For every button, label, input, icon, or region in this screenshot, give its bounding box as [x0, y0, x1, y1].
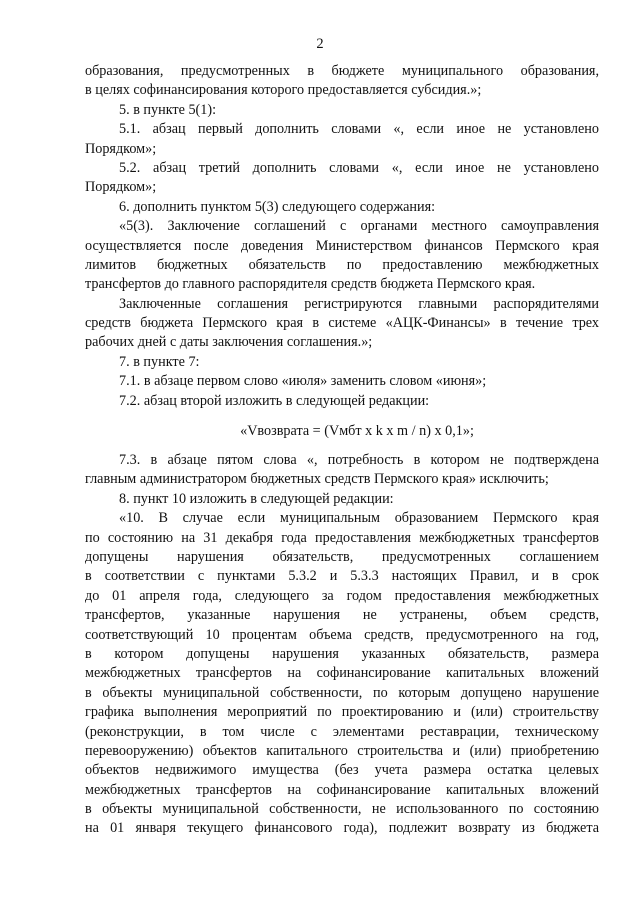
- spacer: [85, 411, 599, 419]
- spacer: [85, 443, 599, 451]
- text-line: объектов недвижимого имущества (без учета размера остатка целевых: [85, 762, 599, 779]
- text-line: образования, предусмотренных в бюджете муниципального образования,: [85, 63, 599, 79]
- text-line: «10. В случае если муниципальным образованием Пермского края: [119, 510, 599, 527]
- text-line: трансфертов до главного распорядителя средств бюджета Пермского края.: [85, 276, 536, 293]
- text-line: в соответствии с пунктами 5.3.2 и 5.3.3 настоящих Правил, и в срок: [85, 568, 599, 585]
- text-line: трансфертов, указанные нарушения не устранены, объем средств,: [85, 607, 599, 624]
- text-line: межбюджетных трансфертов на софинансирование капитальных вложений: [85, 665, 599, 682]
- text-line: 5. в пункте 5(1):: [119, 101, 217, 118]
- page-number: 2: [316, 36, 324, 52]
- text-line: графика выполнения мероприятий по проектированию и (или) строительству: [85, 704, 599, 721]
- document-body: [85, 62, 599, 839]
- text-line: до 01 апреля года, следующего за годом предоставления межбюджетных: [85, 587, 599, 604]
- text-line: соответствующий 10 процентам объема средств, предусмотренного на год,: [85, 626, 599, 643]
- text-line: по состоянию на 31 декабря года предоставления межбюджетных трансфертов: [85, 529, 599, 546]
- text-line: «5(3). Заключение соглашений с органами местного самоуправления: [119, 218, 599, 235]
- text-line: 7.2. абзац второй изложить в следующей редакции:: [119, 392, 430, 409]
- text-line: (реконструкции, в том числе с элементами реставрации, техническому: [85, 723, 599, 740]
- text-line: 7.1. в абзаце первом слово «июля» заменить словом «июня»;: [119, 373, 487, 390]
- text-line: допущены нарушения обязательств, предусмотренных соглашением: [85, 548, 599, 565]
- text-line: осуществляется после доведения Министерством финансов Пермского края: [85, 237, 599, 254]
- text-line: в котором допущены нарушения указанных обязательств, размера: [85, 645, 599, 662]
- text-line: главным администратором бюджетных средств Пермского края» исключить;: [85, 471, 549, 488]
- text-line: 7. в пункте 7:: [119, 353, 200, 370]
- text-line: в объекты муниципальной собственности, по которым допущено нарушение: [85, 684, 599, 701]
- formula: «Vвозврата = (Vмбт x k x m / n) x 0,1»;: [240, 423, 474, 440]
- text-line: межбюджетных трансфертов на софинансирование капитальных вложений: [85, 781, 599, 798]
- text-line: средств бюджета Пермского края в системе «АЦК-Финансы» в течение трех: [85, 315, 599, 332]
- text-line: Заключенные соглашения регистрируются главными распорядителями: [119, 295, 599, 312]
- text-line: в объекты муниципальной собственности, не использованного по состоянию: [85, 801, 599, 818]
- text-line: 6. дополнить пунктом 5(3) следующего содержания:: [119, 198, 436, 215]
- text-line: 5.2. абзац третий дополнить словами «, если иное не установлено: [119, 159, 599, 176]
- text-line: Порядком»;: [85, 140, 157, 157]
- text-line: перевооружению) объектов капитального строительства и (или) приобретению: [85, 742, 599, 759]
- text-line: на 01 января текущего финансового года), подлежит возврату из бюджета: [85, 820, 599, 837]
- text-line: 7.3. в абзаце пятом слова «, потребность в котором не подтверждена: [119, 452, 599, 469]
- text-line: в целях софинансирования которого предоставляется субсидия.»;: [85, 82, 482, 99]
- text-line: Порядком»;: [85, 179, 157, 196]
- text-line: рабочих дней с даты заключения соглашения.»;: [85, 334, 373, 351]
- text-line: 5.1. абзац первый дополнить словами «, если иное не установлено: [119, 121, 599, 138]
- text-line: лимитов бюджетных обязательств по предоставлению межбюджетных: [85, 256, 599, 273]
- text-line: 8. пункт 10 изложить в следующей редакции:: [119, 490, 394, 507]
